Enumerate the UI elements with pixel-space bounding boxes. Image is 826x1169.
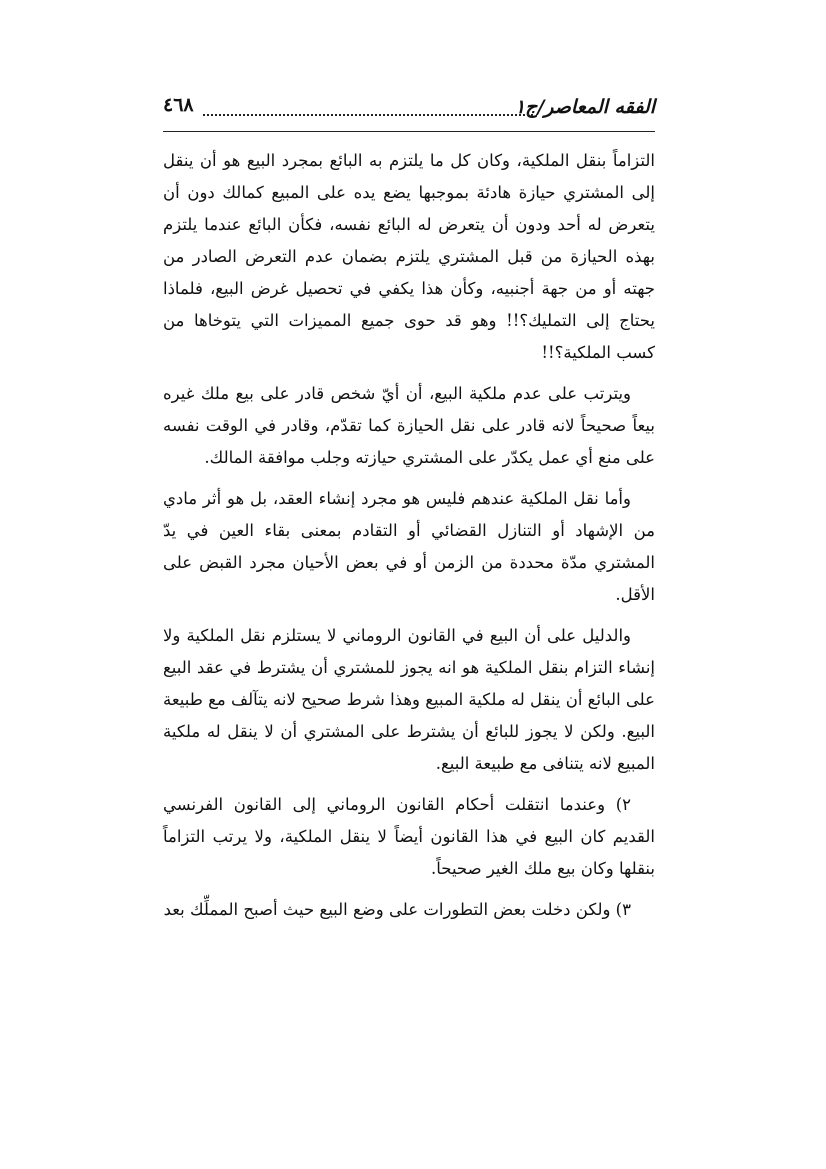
paragraph-5: ٢) وعندما انتقلت أحكام القانون الروماني إلى القانون الفرنسي القديم كان البيع في هذا القانون أيضاً لا ينقل الملكية، ولا يرتب التزاماً بنقلها وكان بيع ملك الغير صحيحاً. <box>163 795 655 878</box>
header-rule <box>163 131 655 132</box>
paragraph-4: والدليل على أن البيع في القانون الروماني لا يستلزم نقل الملكية ولا إنشاء التزام بنقل الملكية هو انه يجوز للمشتري أن يشترط في عقد البيع على البائع أن ينقل له ملكية المبيع وهذا شرط صحيح لانه يتآلف مع طبيعة البيع. ولكن لا يجوز للبائع أن يشترط على المشتري أن لا ينقل له ملكية المبيع لانه يتنافى مع طبيعة البيع. <box>163 626 655 773</box>
page-number: ٤٦٨ <box>163 94 194 116</box>
paragraph-6: ٣) ولكن دخلت بعض التطورات على وضع البيع حيث أصبح المملِّك بعد <box>163 900 631 919</box>
paragraph-3: وأما نقل الملكية عندهم فليس هو مجرد إنشاء العقد، بل هو أثر مادي من الإشهاد أو التنازل القضائي أو التقادم بمعنى بقاء العين في يدّ المشتري مدّة محددة من الزمن أو في بعض الأحيان مجرد القبض على الأقل. <box>163 489 655 604</box>
paragraph-1: التزاماً بنقل الملكية، وكان كل ما يلتزم به البائع بمجرد البيع هو أن ينقل إلى المشتري حيازة هادئة بموجبها يضع يده على المبيع كمالك دون أن يتعرض له أحد ودون أن يتعرض له البائع نفسه، فكأن البائع عندما يلتزم بهذه الحيازة من قبل المشتري يلتزم بضمان عدم التعرض الصادر من جهته أو من جهة أجنبيه، وكأن هذا يكفي في تحصيل غرض البيع، فلماذا يحتاج إلى التمليك؟!! وهو قد حوى جميع المميزات التي يتوخاها من كسب الملكية؟!! <box>163 151 655 362</box>
dotted-leader <box>203 114 533 116</box>
paragraph-2: ويترتب على عدم ملكية البيع، أن أيّ شخص قادر على بيع ملك غيره بيعاً صحيحاً لانه قادر على نقل الحيازة كما تقدّم، وقادر في الوقت نفسه على منع أي عمل يكدّر على المشتري حيازته وجلب موافقة المالك. <box>163 384 655 467</box>
page-header <box>163 96 655 130</box>
running-title: الفقه المعاصر/ج١ <box>514 96 655 118</box>
body-text <box>163 145 655 935</box>
